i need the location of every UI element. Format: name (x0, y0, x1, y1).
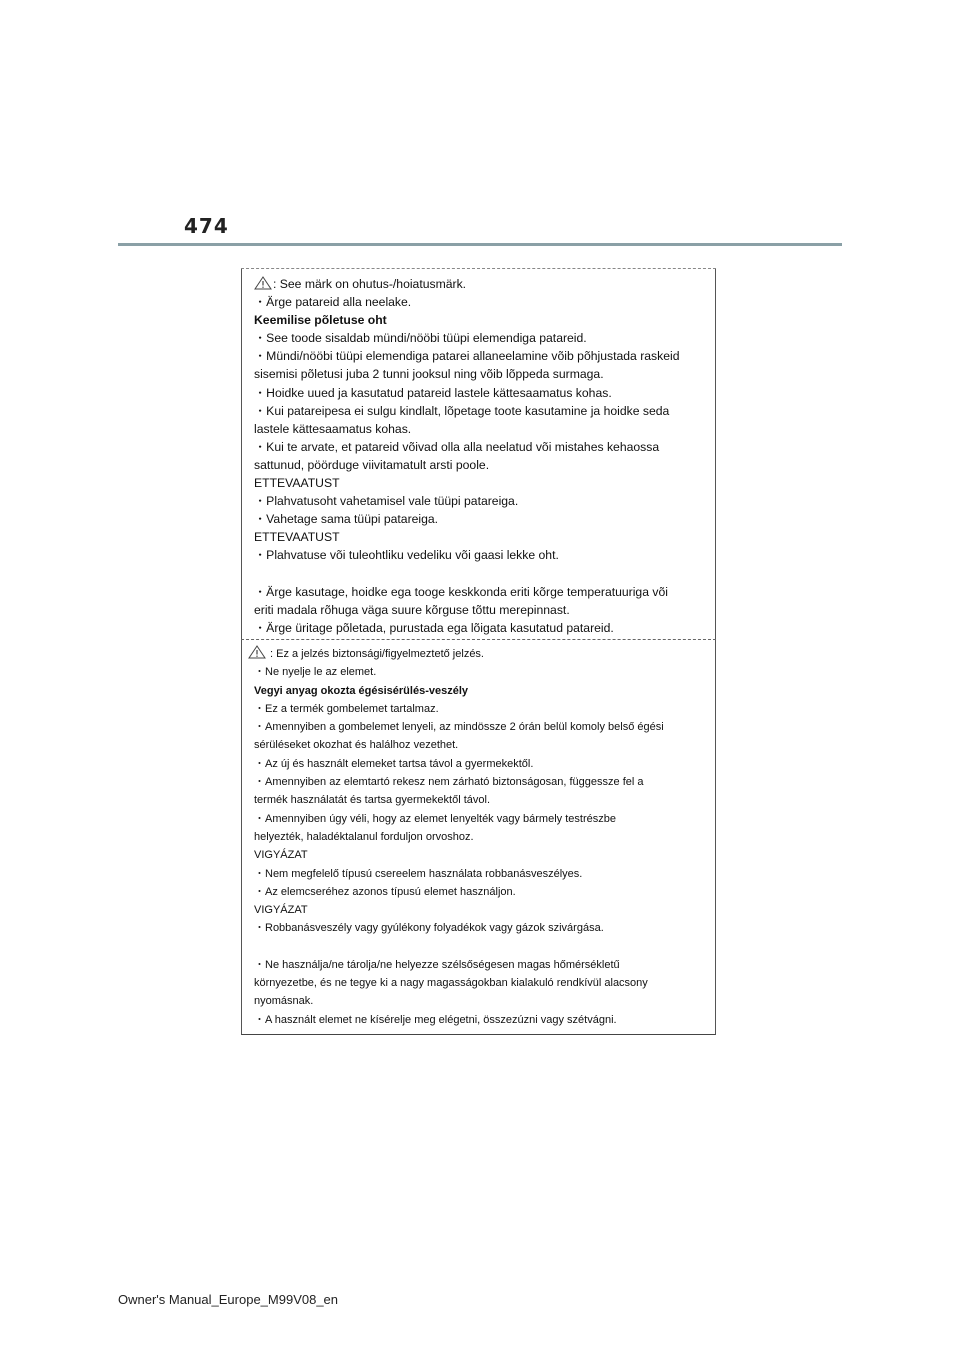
list-item: nyomásnak. (254, 995, 314, 1008)
list-item: ・Plahvatusoht vahetamisel vale tüüpi patareiga. (254, 494, 519, 509)
list-item: ・Ez a termék gombelemet tartalmaz. (254, 702, 439, 715)
list-item: ・Amennyiben úgy véli, hogy az elemet lenyelték vagy bármely testrészbe (254, 812, 616, 825)
list-item: ・Mündi/nööbi tüüpi elemendiga patarei allaneelamine võib põhjustada raskeid (254, 349, 680, 364)
list-item: ・Ärge kasutage, hoidke ega tooge keskkonda eriti kõrge temperatuuriga või (254, 584, 668, 599)
list-item: ・See toode sisaldab mündi/nööbi tüüpi elemendiga patareid. (254, 331, 587, 346)
caution-heading: VIGYÁZAT (254, 849, 308, 862)
estonian-symbol-text: : See märk on ohutus-/hoiatusmärk. (273, 277, 467, 291)
warning-triangle-icon (254, 276, 272, 290)
page-number: 474 (184, 214, 229, 238)
list-item: ・Ärge patareid alla neelake. (254, 295, 412, 310)
warning-triangle-icon (248, 645, 266, 659)
list-item: ・Amennyiben a gombelemet lenyeli, az mindössze 2 órán belül komoly belső égési (254, 721, 664, 734)
hungarian-warning-section (254, 645, 709, 1029)
list-item: ・Az új és használt elemeket tartsa távol a gyermekektől. (254, 757, 534, 770)
hungarian-symbol-line (254, 645, 709, 663)
list-item: ・Hoidke uued ja kasutatud patareid lastele kättesaamatus kohas. (254, 385, 612, 400)
list-item: ・Plahvatuse või tuleohtliku vedeliku või gaasi lekke oht. (254, 548, 559, 563)
list-item: ・Nem megfelelő típusú csereelem használata robbanásveszélyes. (254, 867, 583, 880)
list-item: ・Kui te arvate, et patareid võivad olla alla neelatud või mistahes kehaossa (254, 439, 660, 454)
list-item: ・Az elemcseréhez azonos típusú elemet használjon. (254, 885, 516, 898)
list-item: ・Ne használja/ne tárolja/ne helyezze szélsőségesen magas hőmérsékletű (254, 958, 620, 971)
list-item: lastele kättesaamatus kohas. (254, 421, 412, 436)
caution-heading: VIGYÁZAT (254, 904, 308, 917)
hazard-heading: Vegyi anyag okozta égésisérülés-veszély (254, 684, 469, 697)
hazard-heading: Keemilise põletuse oht (254, 313, 387, 328)
header-rule (118, 243, 842, 246)
list-item: ・Kui patareipesa ei sulgu kindlalt, lõpetage toote kasutamine ja hoidke seda (254, 403, 670, 418)
list-item: ・Ne nyelje le az elemet. (254, 666, 377, 679)
estonian-symbol-line (254, 275, 709, 293)
list-item: környezetbe, és ne tegye ki a nagy magasságokban kialakuló rendkívül alacsony (254, 977, 648, 990)
list-item: ・Vahetage sama tüüpi patareiga. (254, 512, 439, 527)
caution-heading: ETTEVAATUST (254, 476, 340, 491)
list-item: ・A használt elemet ne kísérelje meg elégetni, összezúzni vagy szétvágni. (254, 1013, 617, 1026)
spacer (254, 938, 709, 956)
list-item: sattunud, pöörduge viivitamatult arsti poole. (254, 457, 490, 472)
hungarian-symbol-text: : Ez a jelzés biztonsági/figyelmeztető jelzés. (270, 648, 484, 660)
list-item: helyezték, haladéktalanul forduljon orvoshoz. (254, 830, 474, 843)
label-divider (241, 639, 716, 640)
list-item: eriti madala rõhuga väga suure kõrguse tõttu merepinnast. (254, 602, 570, 617)
footer-manual-id: Owner's Manual_Europe_M99V08_en (118, 1292, 339, 1307)
label-top-edge (241, 268, 716, 269)
caution-heading: ETTEVAATUST (254, 530, 340, 545)
list-item: sisemisi põletusi juba 2 tunni jooksul ning võib lõppeda surmaga. (254, 367, 604, 382)
estonian-warning-section (254, 275, 709, 637)
spacer (254, 565, 709, 583)
list-item: ・Ärge üritage põletada, purustada ega lõigata kasutatud patareid. (254, 620, 614, 635)
list-item: termék használatát és tartsa gyermekektől távol. (254, 794, 490, 807)
list-item: ・Robbanásveszély vagy gyúlékony folyadékok vagy gázok szivárgása. (254, 922, 604, 935)
list-item: sérüléseket okozhat és halálhoz vezethet. (254, 739, 459, 752)
list-item: ・Amennyiben az elemtartó rekesz nem zárható biztonságosan, függessze fel a (254, 776, 644, 789)
